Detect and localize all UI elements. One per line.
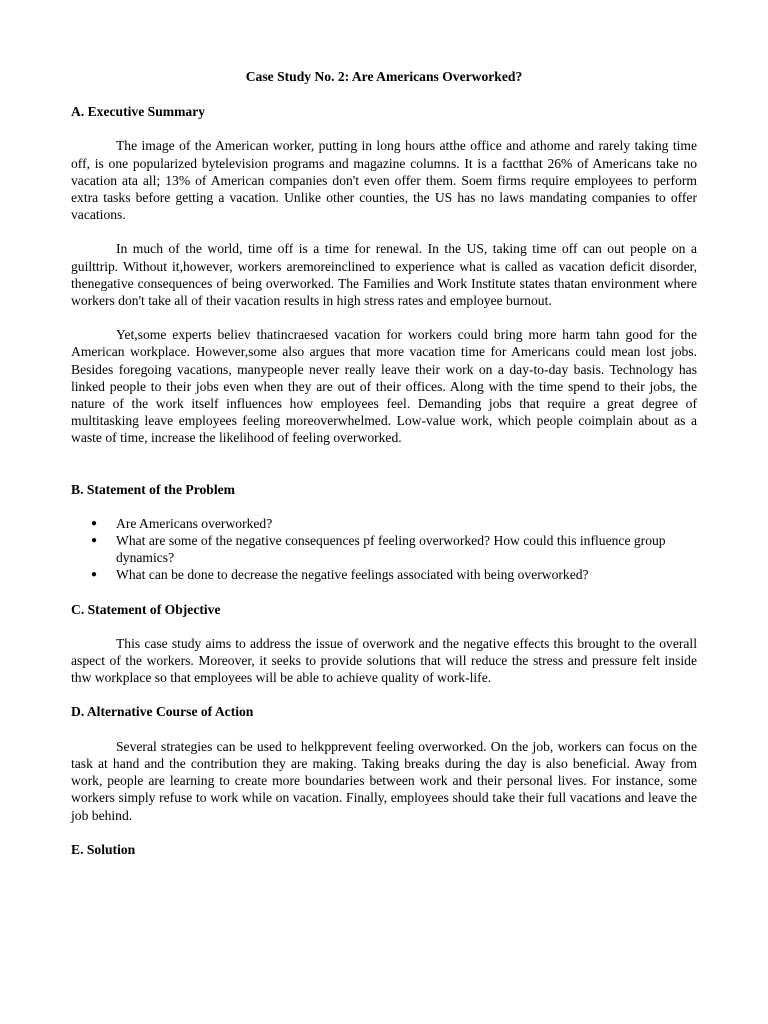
executive-summary-paragraph-1: The image of the American worker, putting in long hours atthe office and athome and rarely taking time off, is one popularized bytelevision programs and magazine columns. It is a factthat 26% of Americans take no vacation ata all; 13% of American companies don't even offer them. Soem firms require employees to perform extra tasks before getting a vacation. Unlike other counties, the US has no laws mandating companies to offer vacations. xyxy=(71,138,697,223)
list-item xyxy=(91,532,697,566)
heading-alternative-course: D. Alternative Course of Action xyxy=(71,704,254,720)
heading-executive-summary: A. Executive Summary xyxy=(71,104,206,120)
bullet-icon: ● xyxy=(91,517,98,529)
problem-bullet-list xyxy=(71,515,697,584)
executive-summary-paragraph-3: Yet,some experts believ thatincraesed vacation for workers could bring more harm tahn good for the American workplace. However,some also argues that more vacation time for Americans could mean lost jobs. Besides foregoing vacations, manypeople never really leave their work on a day-to-day basis. Technology has linked people to their jobs even when they are out of their offices. Along with the time spend to their jobs, the nature of the work itself influences how employees feel. Demanding jobs that require a great degree of multitasking leave employees feeling moreoverwhelmed. Low-value work, which people coimplain about as a waste of time, increase the likelihood of feeling overworked. xyxy=(71,327,697,446)
list-item xyxy=(91,515,697,532)
heading-statement-of-objective: C. Statement of Objective xyxy=(71,601,221,617)
executive-summary-paragraph-2: In much of the world, time off is a time for renewal. In the US, taking time off can out people on a guilttrip. Without it,however, workers aremoreinclined to experience what is called as vacation deficit disorder, thenegative consequences of being overworked. The Families and Work Institute states thatan environment where workers don't take all of their vacation results in high stress rates and employee burnout. xyxy=(71,241,697,309)
heading-solution: E. Solution xyxy=(71,841,136,857)
list-item xyxy=(91,566,697,583)
problem-bullet-text: What can be done to decrease the negative feelings associated with being overworked? xyxy=(116,567,589,583)
document-title: Case Study No. 2: Are Americans Overworked? xyxy=(245,69,523,84)
problem-bullet-text: Are Americans overworked? xyxy=(116,515,273,531)
problem-bullet-text: What are some of the negative consequences pf feeling overworked? How could this influence group dynamics? xyxy=(116,533,666,566)
bullet-icon: ● xyxy=(91,569,98,581)
heading-statement-of-problem: B. Statement of the Problem xyxy=(71,481,235,497)
alternative-course-paragraph: Several strategies can be used to helkpprevent feeling overworked. On the job, workers can focus on the task at hand and the contribution they are making. Taking breaks during the day is also beneficial. Away from work, people are learning to create more boundaries between work and their personal lives. For instance, some workers simply refuse to work while on vacation. Finally, employees should take their full vacations and leave the job behind. xyxy=(71,738,697,823)
bullet-icon: ● xyxy=(91,535,98,547)
objective-paragraph: This case study aims to address the issue of overwork and the negative effects this brought to the overall aspect of the workers. Moreover, it seeks to provide solutions that will reduce the stress and pressure felt inside thw workplace so that employees will be able to achieve quality of work-life. xyxy=(71,635,697,686)
